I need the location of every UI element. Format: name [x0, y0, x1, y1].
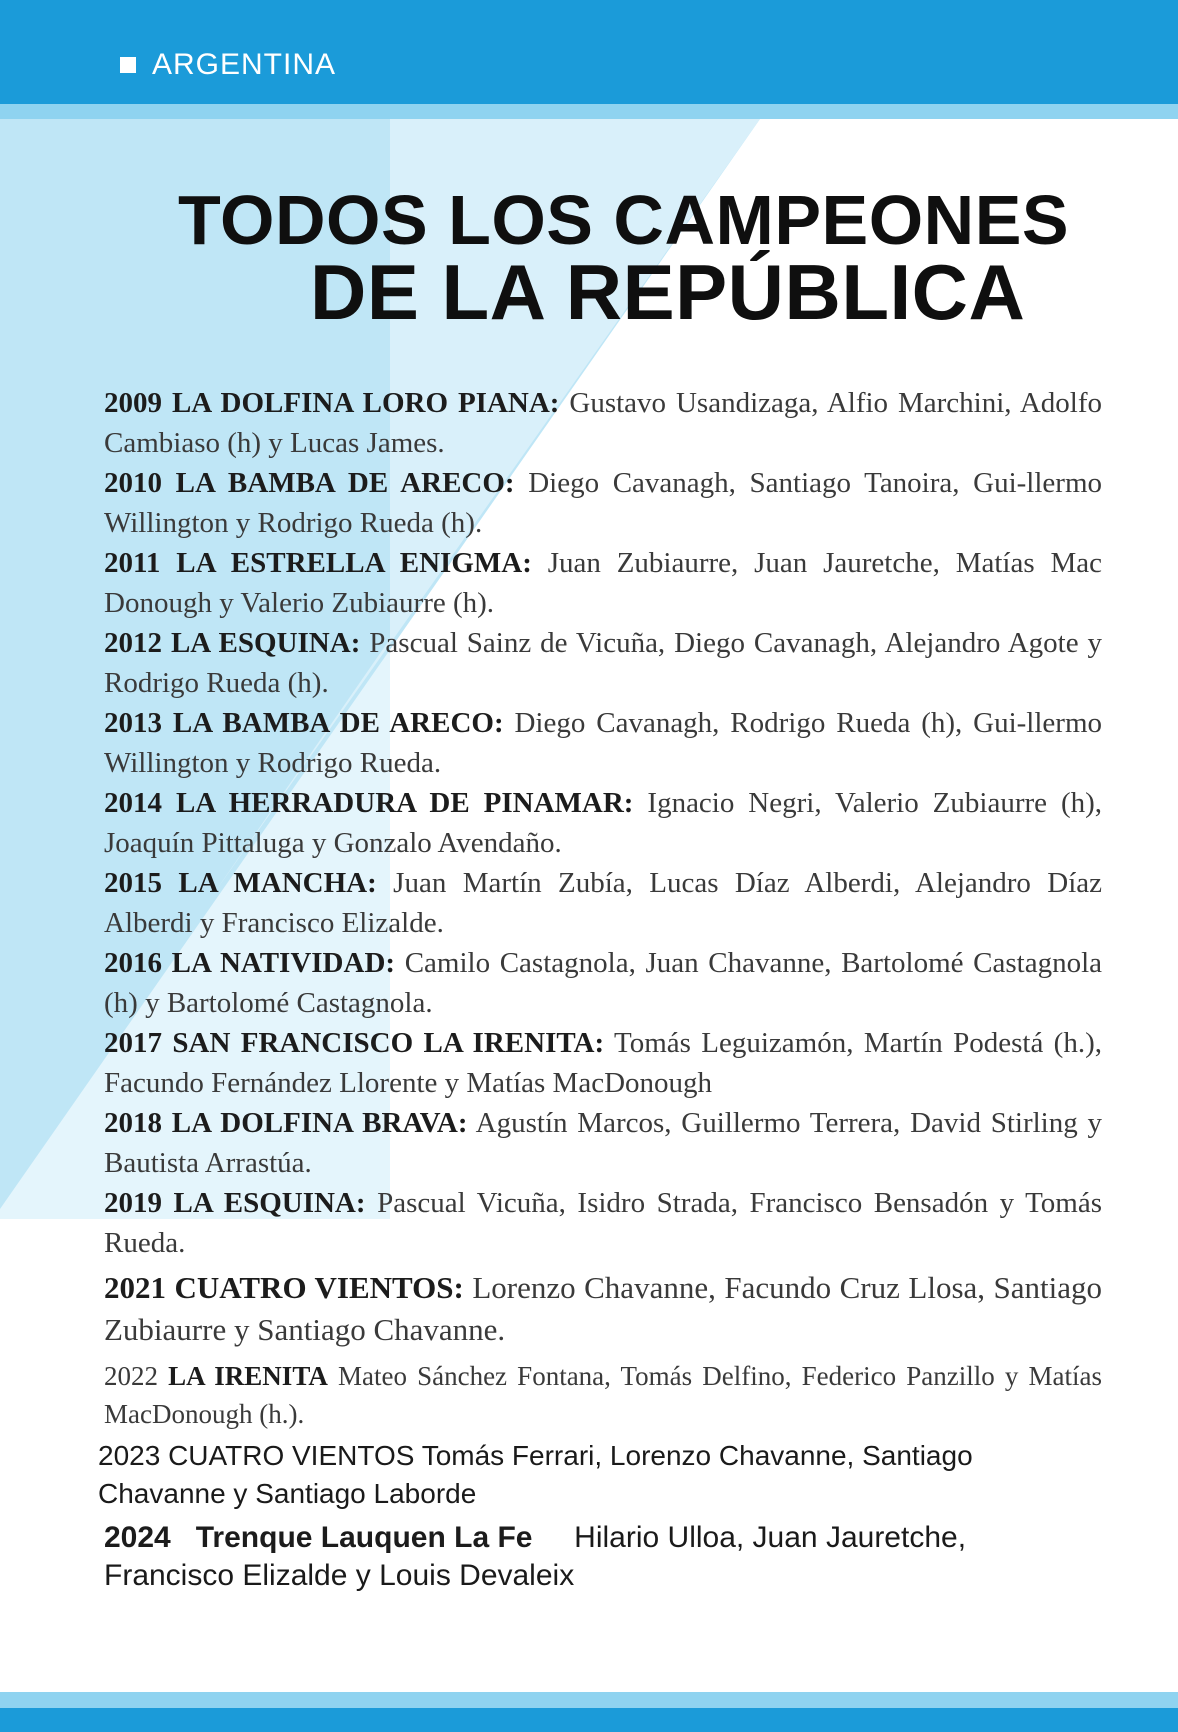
champion-entry-2013: [104, 703, 1102, 783]
entry-year: 2010: [104, 467, 162, 499]
entry-team: LA BAMBA DE ARECO:: [172, 707, 504, 739]
entry-year: 2021: [104, 1270, 166, 1305]
header-stripe: [0, 104, 1178, 119]
entry-year: 2018: [104, 1107, 162, 1139]
entry-year: 2014: [104, 787, 162, 819]
champion-entry-2015: [104, 863, 1102, 943]
entry-year: 2022: [104, 1361, 158, 1391]
entry-year: 2013: [104, 707, 162, 739]
entry-year: 2023: [98, 1440, 161, 1471]
entry-players: Pascual Sainz de Vicuña, Diego Cavanagh, Alejandro Agote y Rodrigo Rueda (h).: [104, 627, 1103, 699]
champion-entry-2021: [104, 1267, 1102, 1351]
entry-players: Pascual Vicuña, Isidro Strada, Francisco Bensadón y Tomás Rueda.: [104, 1187, 1103, 1259]
entry-team: LA ESQUINA:: [173, 1187, 366, 1219]
entry-players: Tomás Ferrari, Lorenzo Chavanne, Santiago Chavanne y Santiago Laborde: [98, 1440, 973, 1509]
champion-entry-2014: [104, 783, 1102, 863]
champion-entry-2024: [104, 1519, 1102, 1595]
entry-team: LA DOLFINA LORO PIANA:: [171, 387, 560, 419]
entry-players: Tomás Leguizamón, Martín Podestá (h.), Facundo Fernández Llorente y Matías MacDonough: [104, 1027, 1102, 1099]
entry-players: Lorenzo Chavanne, Facundo Cruz Llosa, Santiago Zubiaurre y Santiago Chavanne.: [104, 1270, 1103, 1347]
entry-team: SAN FRANCISCO LA IRENITA:: [172, 1027, 605, 1059]
entry-players: Camilo Castagnola, Juan Chavanne, Bartolomé Castagnola (h) y Bartolomé Castagnola.: [104, 947, 1103, 1019]
entry-team: LA MANCHA:: [178, 867, 377, 899]
header-bar: [0, 0, 1178, 104]
champion-entry-2017: [104, 1023, 1102, 1103]
champion-entry-2012: [104, 623, 1102, 703]
footer-stripe: [0, 1692, 1178, 1708]
entry-players: Juan Martín Zubía, Lucas Díaz Alberdi, Alejandro Díaz Alberdi y Francisco Elizalde.: [104, 867, 1103, 939]
entry-year: 2017: [104, 1027, 162, 1059]
entry-players: Diego Cavanagh, Santiago Tanoira, Gui-llermo Willington y Rodrigo Rueda (h).: [104, 467, 1103, 539]
entry-players: Diego Cavanagh, Rodrigo Rueda (h), Gui-llermo Willington y Rodrigo Rueda.: [104, 707, 1102, 779]
entry-team: Trenque Lauquen La Fe: [195, 1521, 533, 1554]
champion-entry-2019: [104, 1183, 1102, 1263]
entry-players: Hilario Ulloa, Juan Jauretche, Francisco Elizalde y Louis Devaleix: [104, 1521, 967, 1592]
champion-entry-2010: [104, 463, 1102, 543]
entry-team: LA IRENITA: [168, 1361, 328, 1391]
entry-players: Mateo Sánchez Fontana, Tomás Delfino, Federico Panzillo y Matías MacDonough (h.).: [104, 1361, 1103, 1429]
entry-players: Agustín Marcos, Guillermo Terrera, David Stirling y Bautista Arrastúa.: [104, 1107, 1103, 1179]
champion-entry-2023: [98, 1437, 1102, 1513]
champions-list: [98, 383, 1103, 1595]
entry-players: Gustavo Usandizaga, Alfio Marchini, Adolfo Cambiaso (h) y Lucas James.: [104, 387, 1103, 459]
champion-entry-2011: [104, 543, 1102, 623]
champion-entry-2022: [104, 1357, 1102, 1433]
entry-year: 2019: [104, 1187, 162, 1219]
entry-team: LA HERRADURA DE PINAMAR:: [175, 787, 634, 819]
footer-bar: [0, 1708, 1178, 1732]
entry-team: LA ESQUINA:: [170, 627, 361, 659]
entry-team: LA DOLFINA BRAVA:: [171, 1107, 468, 1139]
entry-team: CUATRO VIENTOS:: [174, 1270, 464, 1305]
entry-players: Juan Zubiaurre, Juan Jauretche, Matías Mac Donough y Valerio Zubiaurre (h).: [104, 547, 1103, 619]
entry-year: 2024: [104, 1521, 171, 1554]
entry-year: 2011: [104, 547, 161, 579]
entry-year: 2009: [104, 387, 162, 419]
entry-players: Ignacio Negri, Valerio Zubiaurre (h), Joaquín Pittaluga y Gonzalo Avendaño.: [104, 787, 1103, 859]
title-line-2: DE LA REPÚBLICA: [310, 248, 1026, 336]
entry-team: LA BAMBA DE ARECO:: [175, 467, 515, 499]
entry-year: 2016: [104, 947, 162, 979]
champion-entry-2009: [104, 383, 1102, 463]
entry-team: CUATRO VIENTOS: [168, 1440, 415, 1471]
square-bullet-icon: [120, 57, 136, 73]
champion-entry-2016: [104, 943, 1102, 1023]
entry-team: LA ESTRELLA ENIGMA:: [176, 547, 532, 579]
title-line-1: TODOS LOS CAMPEONES: [178, 181, 1070, 259]
entry-year: 2012: [104, 627, 162, 659]
champion-entry-2018: [104, 1103, 1102, 1183]
entry-year: 2015: [104, 867, 162, 899]
entry-team: LA NATIVIDAD:: [171, 947, 396, 979]
section-name: ARGENTINA: [152, 48, 337, 81]
section-label: [120, 45, 336, 85]
